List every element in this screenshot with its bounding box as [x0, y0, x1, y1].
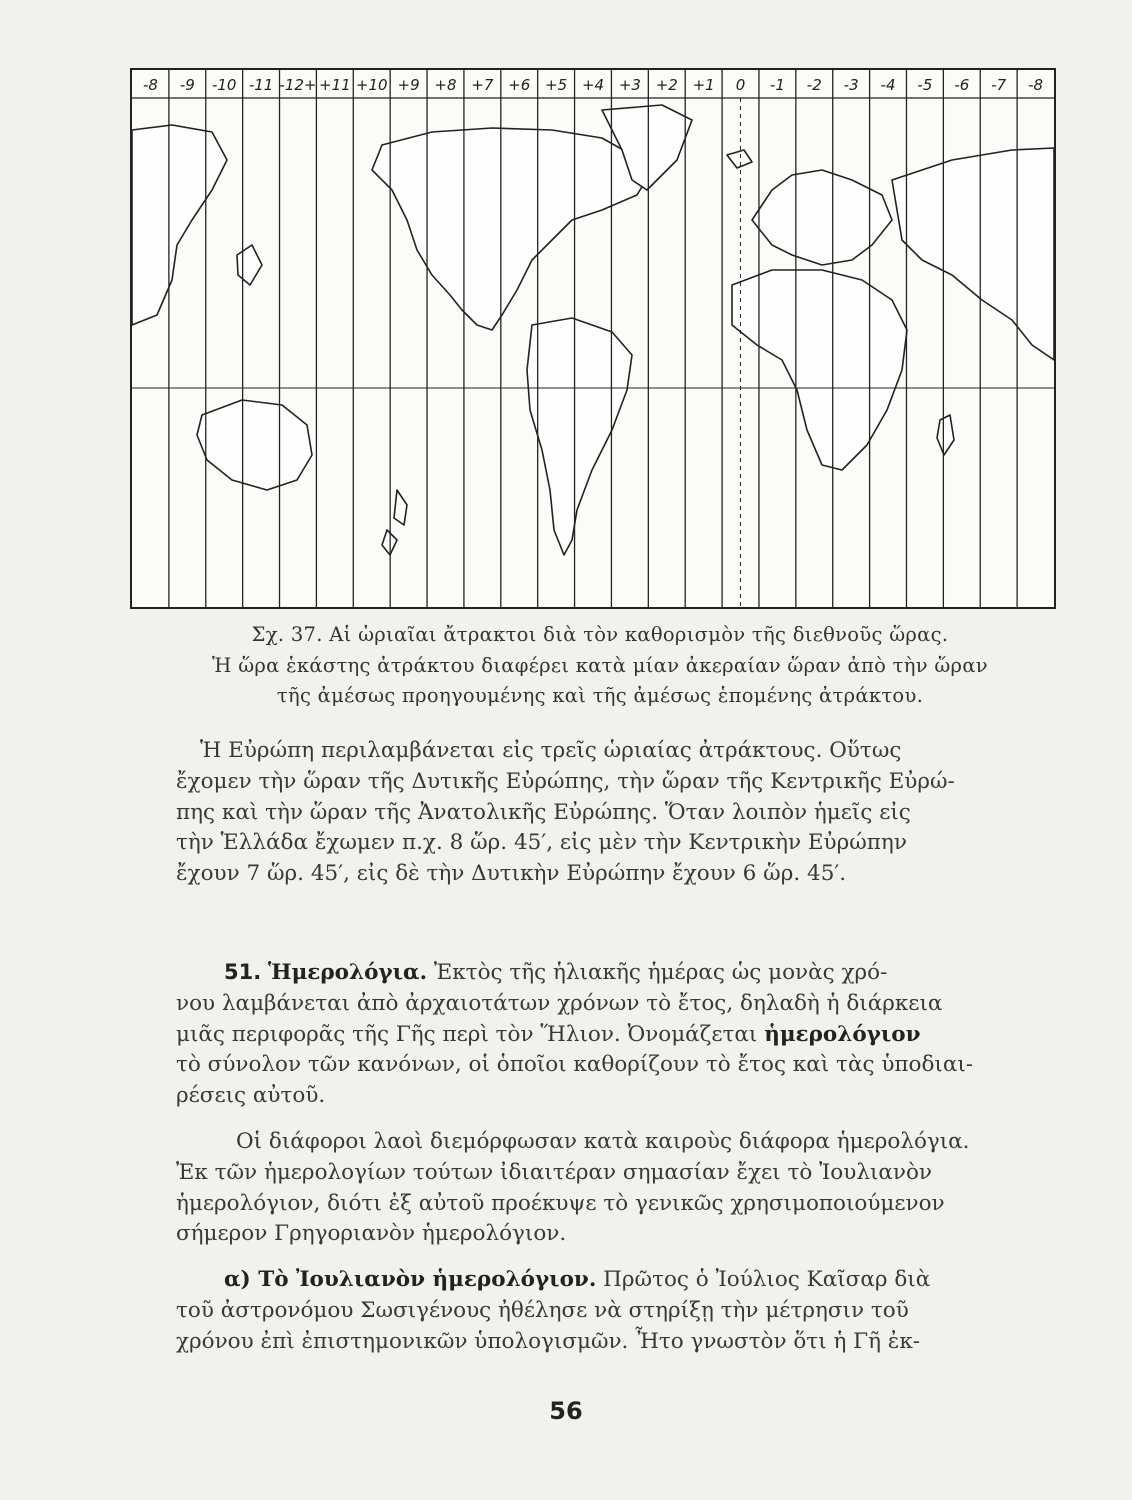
iceland-outline: [727, 150, 752, 168]
figure-caption-line-1: Σχ. 37. Αἱ ὡριαῖαι ἄτρακτοι διὰ τὸν καθορισμὸν τῆς διεθνοῦς ὥρας.: [251, 623, 949, 646]
zone-label: -2: [806, 76, 822, 94]
text-line: Πρῶτος ὁ Ἰούλιος Καῖσαρ διὰ: [603, 1267, 931, 1292]
australia-outline: [197, 400, 312, 490]
asia-outline: [892, 148, 1054, 360]
zone-label: +8: [434, 76, 457, 94]
bold-term: ἡμερολόγιον: [764, 1021, 921, 1047]
east-asia-outline: [132, 125, 227, 325]
text-line: τὴν Ἑλλάδα ἔχωμεν π.χ. 8 ὥρ. 45′, εἰς μὲν τὴν Κεντρικὴν Εὐρώπην: [176, 830, 907, 856]
zone-label: +6: [508, 76, 531, 94]
japan-outline: [237, 245, 262, 285]
africa-outline: [732, 270, 907, 470]
zone-label: -10: [211, 76, 237, 94]
paragraph-various-calendars: [176, 1127, 1038, 1250]
section-heading-line: [176, 957, 1038, 989]
text-line: τοῦ ἀστρονόμου Σωσιγένους ἠθέλησε νὰ στηρίξῃ τὴν μέτρησιν τοῦ: [176, 1297, 909, 1323]
text-line: Ἐκτὸς τῆς ἡλιακῆς ἡμέρας ὡς μονὰς χρό-: [433, 960, 888, 985]
text-line: ἔχουν 7 ὥρ. 45′, εἰς δὲ τὴν Δυτικὴν Εὐρώπην ἔχουν 6 ὥρ. 45′.: [176, 861, 847, 887]
zone-label: +7: [471, 76, 494, 94]
text-line: Ἡ Εὐρώπη περιλαμβάνεται εἰς τρεῖς ὡριαίας ἀτράκτους. Οὕτως: [200, 738, 902, 763]
zone-label: -1: [769, 76, 785, 94]
subsection-julian-calendar: [176, 1265, 1038, 1357]
zone-label: +1: [692, 76, 715, 94]
zone-label: +10: [355, 76, 388, 94]
text-line: Ἐκ τῶν ἡμερολογίων τούτων ἰδιαιτέραν σημασίαν ἔχει τὸ Ἰουλιανὸν: [176, 1159, 932, 1185]
text-line: σήμερον Γρηγοριανὸν ἡμερολόγιον.: [176, 1221, 567, 1247]
zone-label: -8: [142, 76, 158, 94]
zone-label: +5: [545, 76, 568, 94]
figure-caption-line-2: Ἡ ὥρα ἑκάστης ἀτράκτου διαφέρει κατὰ μίαν ἀκεραίαν ὥραν ἀπὸ τὴν ὥραν: [212, 654, 988, 677]
text-line: χρόνου ἐπὶ ἐπιστημονικῶν ὑπολογισμῶν. Ἦτο γνωστὸν ὅτι ἡ Γῆ ἐκ-: [176, 1328, 921, 1354]
text-line: ρέσεις αὐτοῦ.: [176, 1083, 326, 1109]
text-line: ἔχομεν τὴν ὥραν τῆς Δυτικῆς Εὐρώπης, τὴν ὥραν τῆς Κεντρικῆς Εὐρώ-: [176, 768, 955, 794]
subsection-title: α) Τὸ Ἰουλιανὸν ἡμερολόγιον.: [224, 1267, 597, 1292]
text-line: πης καὶ τὴν ὥραν τῆς Ἀνατολικῆς Εὐρώπης. Ὅταν λοιπὸν ἡμεῖς εἰς: [176, 799, 911, 825]
text-line: τὸ σύνολον τῶν κανόνων, οἱ ὁποῖοι καθορίζουν τὸ ἔτος καὶ τὰς ὑποδιαι-: [176, 1052, 974, 1078]
figure-caption-line-3: τῆς ἀμέσως προηγουμένης καὶ τῆς ἀμέσως ἑπομένης ἀτράκτου.: [276, 684, 924, 707]
zone-label: +4: [581, 76, 605, 94]
zone-label: 0: [735, 76, 746, 94]
zone-label: -7: [991, 76, 1007, 94]
zone-label: -6: [954, 76, 970, 94]
north-america-outline: [372, 128, 652, 330]
zone-label: +3: [618, 76, 641, 94]
zone-label: +11: [319, 76, 351, 94]
text-line: ἡμερολόγιον, διότι ἐξ αὐτοῦ προέκυψε τὸ γενικῶς χρησιμοποιούμενον: [176, 1190, 945, 1216]
zone-label: -12+: [279, 76, 317, 94]
text-line: νου λαμβάνεται ἀπὸ ἀρχαιοτάτων χρόνων τὸ ἔτος, δηλαδὴ ἡ διάρκεια: [176, 990, 943, 1016]
time-zone-map-drawing: [132, 70, 1054, 607]
section-51-calendars: [176, 957, 1038, 1112]
south-america-outline: [527, 318, 632, 555]
section-title: Ἡμερολόγια.: [268, 960, 428, 985]
zone-label: -5: [917, 76, 933, 94]
zone-label: -3: [843, 76, 859, 94]
zone-label: -4: [880, 76, 896, 94]
new-zealand-outline: [382, 490, 407, 555]
paragraph-europe-time-zones: [176, 736, 1038, 890]
zone-label: -9: [179, 76, 195, 94]
text-line: Οἱ διάφοροι λαοὶ διεμόρφωσαν κατὰ καιροὺς διάφορα ἡμερολόγια.: [236, 1129, 970, 1154]
europe-outline: [752, 170, 892, 265]
subsection-heading-line: [176, 1265, 1038, 1296]
section-number: 51.: [224, 960, 262, 984]
page-number: 56: [549, 1397, 583, 1425]
text-line: μιᾶς περιφορᾶς τῆς Γῆς περὶ τὸν Ἥλιον. Ὀνομάζεται ἡμερολόγιον: [176, 1021, 921, 1047]
time-zone-map: [130, 68, 1056, 609]
madagascar-outline: [937, 415, 954, 455]
zone-label: -11: [248, 76, 274, 94]
zone-label: +9: [397, 76, 420, 94]
zone-label: +2: [655, 76, 678, 94]
zone-label: -8: [1028, 76, 1044, 94]
